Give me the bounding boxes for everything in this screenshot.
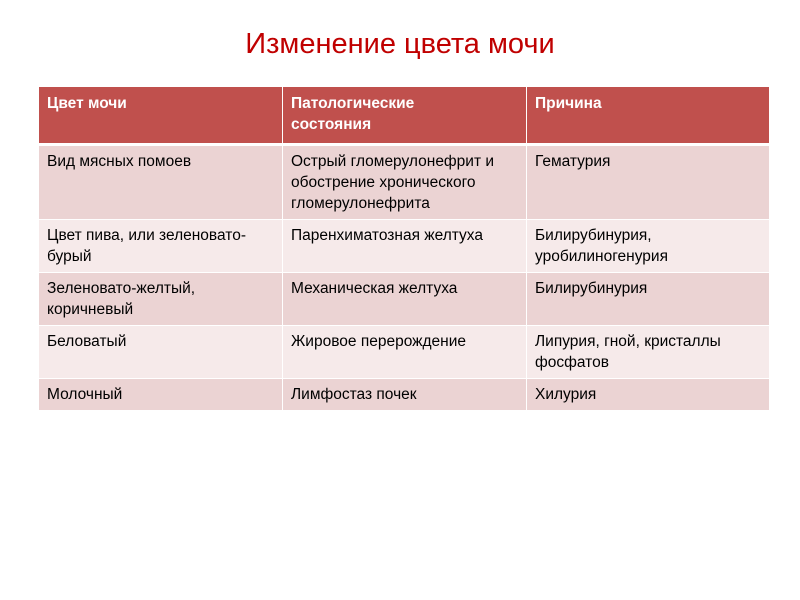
cell-urine-color: Зеленовато-желтый, коричневый [39,273,283,326]
urine-color-table [38,86,770,411]
cell-urine-color: Цвет пива, или зеленовато-бурый [39,220,283,273]
table-row [39,220,770,273]
header-cause: Причина [527,87,770,145]
table-header-row [39,87,770,145]
cell-condition: Жировое перерождение [283,326,527,379]
cell-condition: Паренхиматозная желтуха [283,220,527,273]
table-row [39,273,770,326]
cell-urine-color: Молочный [39,379,283,411]
header-pathological-conditions: Патологические состояния [283,87,527,145]
table-row [39,145,770,220]
table-row [39,326,770,379]
cell-condition: Острый гломерулонефрит и обострение хронического гломерулонефрита [283,145,527,220]
cell-condition: Лимфостаз почек [283,379,527,411]
slide-title: Изменение цвета мочи [245,28,555,60]
cell-condition: Механическая желтуха [283,273,527,326]
cell-cause: Гематурия [527,145,770,220]
cell-urine-color: Беловатый [39,326,283,379]
cell-cause: Липурия, гной, кристаллы фосфатов [527,326,770,379]
cell-cause: Хилурия [527,379,770,411]
table-row [39,379,770,411]
cell-cause: Билирубинурия, уробилиногенурия [527,220,770,273]
cell-cause: Билирубинурия [527,273,770,326]
cell-urine-color: Вид мясных помоев [39,145,283,220]
header-urine-color: Цвет мочи [39,87,283,145]
